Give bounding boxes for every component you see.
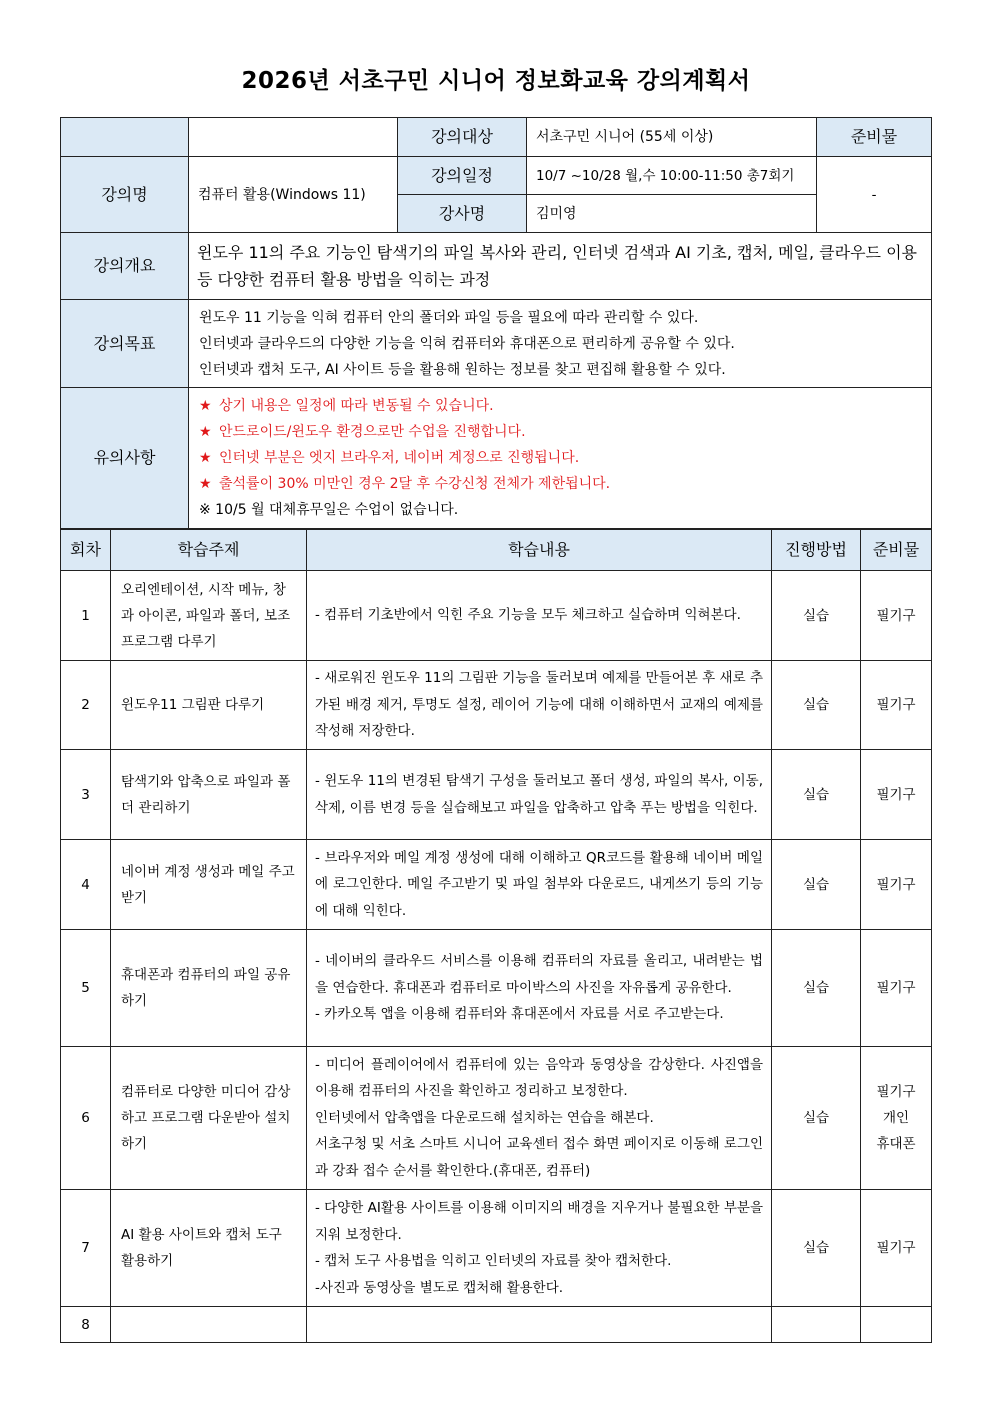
- lesson-number: 2: [61, 661, 111, 750]
- lesson-topic: 탐색기와 압축으로 파일과 폴더 관리하기: [111, 750, 307, 840]
- lesson-schedule-table: [60, 529, 932, 1343]
- note-item-plain: ※ 10/5 월 대체휴무일은 수업이 없습니다.: [199, 502, 459, 518]
- star-icon: ★: [199, 398, 212, 414]
- materials-label: 준비물: [817, 118, 932, 157]
- note-item: ★ 상기 내용은 일정에 따라 변동될 수 있습니다.: [199, 393, 921, 419]
- lesson-content-line: - 컴퓨터 기초반에서 익힌 주요 기능을 모두 체크하고 실습하며 익혀본다.: [315, 607, 741, 624]
- lesson-topic: 네이버 계정 생성과 메일 주고받기: [111, 840, 307, 930]
- lesson-row: [61, 1190, 932, 1307]
- lesson-number: 4: [61, 840, 111, 930]
- goals-list: [189, 300, 932, 388]
- lesson-row: [61, 1047, 932, 1190]
- lesson-material-item: 필기구: [876, 1084, 916, 1100]
- lesson-material-item: 개인: [882, 1110, 910, 1126]
- overview-text: 윈도우 11의 주요 기능인 탐색기의 파일 복사와 관리, 인터넷 검색과 AI 기초, 캡처, 메일, 클라우드 이용 등 다양한 컴퓨터 활용 방법을 익히는 과정: [189, 233, 932, 300]
- header-topic: 학습주제: [111, 530, 307, 571]
- course-name-label: 강의명: [61, 157, 189, 233]
- lesson-number: 3: [61, 750, 111, 840]
- course-info-table: [60, 117, 932, 529]
- lesson-row: [61, 840, 932, 930]
- lesson-content-line: - 다양한 AI활용 사이트를 이용해 이미지의 배경을 지우거나 불필요한 부분을 지워 보정한다.: [315, 1200, 763, 1243]
- lesson-content-line: - 브라우저와 메일 계정 생성에 대해 이해하고 QR코드를 활용해 네이버 메일에 로그인한다. 메일 주고받기 및 파일 첨부와 다운로드, 내게쓰기 등의 기능에 대해 익힌다.: [315, 849, 763, 919]
- lesson-materials: [861, 661, 932, 750]
- lesson-content-line: -사진과 동영상을 별도로 캡처해 활용한다.: [315, 1279, 564, 1296]
- lesson-number: 5: [61, 930, 111, 1047]
- instructor-label: 강사명: [398, 195, 527, 233]
- lesson-number: 6: [61, 1047, 111, 1190]
- lesson-content: [307, 840, 772, 930]
- lesson-topic: AI 활용 사이트와 캡처 도구 활용하기: [111, 1190, 307, 1307]
- lesson-material-item: 필기구: [876, 697, 916, 713]
- lesson-topic: 컴퓨터로 다양한 미디어 감상하고 프로그램 다운받아 설치하기: [111, 1047, 307, 1190]
- lesson-content: [307, 571, 772, 661]
- header-materials: 준비물: [861, 530, 932, 571]
- lesson-number: 8: [61, 1307, 111, 1343]
- lesson-content-line: - 윈도우 11의 변경된 탐색기 구성을 둘러보고 폴더 생성, 파일의 복사, 이동, 삭제, 이름 변경 등을 실습해보고 파일을 압축하고 압축 푸는 방법을 익힌다.: [315, 773, 763, 816]
- schedule-label: 강의일정: [398, 157, 527, 195]
- lesson-topic: 휴대폰과 컴퓨터의 파일 공유하기: [111, 930, 307, 1047]
- lesson-row: [61, 661, 932, 750]
- lesson-content: [307, 750, 772, 840]
- blank-cell: [189, 118, 398, 157]
- lesson-method: 실습: [772, 661, 861, 750]
- lesson-row: [61, 750, 932, 840]
- lesson-material-item: 필기구: [876, 607, 916, 624]
- lesson-content-line: 인터넷에서 압축앱을 다운로드해 설치하는 연습을 해본다.: [315, 1109, 654, 1126]
- header-content: 학습내용: [307, 530, 772, 571]
- note-item: ★ 출석률이 30% 미만인 경우 2달 후 수강신청 전체가 제한됩니다.: [199, 471, 921, 497]
- lesson-content: [307, 930, 772, 1047]
- lesson-material-item: 필기구: [876, 876, 916, 893]
- goal-item: 인터넷과 캡처 도구, AI 사이트 등을 활용해 원하는 정보를 찾고 편집해 활용할 수 있다.: [199, 361, 726, 378]
- instructor-value: 김미영: [527, 195, 817, 233]
- lesson-materials: [861, 1307, 932, 1343]
- lesson-materials: [861, 930, 932, 1047]
- lesson-materials: [861, 840, 932, 930]
- lesson-materials: [861, 1190, 932, 1307]
- lesson-number: 1: [61, 571, 111, 661]
- note-item: ★ 안드로이드/윈도우 환경으로만 수업을 진행합니다.: [199, 419, 921, 445]
- lesson-content-line: - 캡처 도구 사용법을 익히고 인터넷의 자료를 찾아 캡처한다.: [315, 1253, 672, 1269]
- lesson-content: [307, 1307, 772, 1343]
- lesson-row: [61, 1307, 932, 1343]
- header-method: 진행방법: [772, 530, 861, 571]
- lesson-topic: 윈도우11 그림판 다루기: [111, 661, 307, 750]
- star-icon: ★: [199, 450, 212, 466]
- lesson-content-line: - 카카오톡 앱을 이용해 컴퓨터와 휴대폰에서 자료를 서로 주고받는다.: [315, 1006, 724, 1023]
- goal-item: 윈도우 11 기능을 익혀 컴퓨터 안의 폴더와 파일 등을 필요에 따라 관리할 수 있다.: [199, 309, 699, 326]
- lesson-method: 실습: [772, 930, 861, 1047]
- lesson-material-item: 휴대폰: [876, 1136, 916, 1152]
- lesson-method: 실습: [772, 1190, 861, 1307]
- lesson-number: 7: [61, 1190, 111, 1307]
- lesson-method: 실습: [772, 750, 861, 840]
- header-round: 회차: [61, 530, 111, 571]
- lesson-method: [772, 1307, 861, 1343]
- star-icon: ★: [199, 476, 212, 492]
- lesson-material-item: 필기구: [876, 980, 916, 996]
- lesson-content-line: 서초구청 및 서초 스마트 시니어 교육센터 접수 화면 페이지로 이동해 로그인과 강좌 접수 순서를 확인한다.(휴대폰, 컴퓨터): [315, 1136, 763, 1179]
- notes-list: [189, 388, 932, 529]
- goals-label: 강의목표: [61, 300, 189, 388]
- lesson-content-line: - 미디어 플레이어에서 컴퓨터에 있는 음악과 동영상을 감상한다. 사진앱을 이용해 컴퓨터의 사진을 확인하고 정리하고 보정한다.: [315, 1056, 763, 1100]
- lesson-content-line: - 새로워진 윈도우 11의 그림판 기능을 둘러보며 예제를 만들어본 후 새로 추가된 배경 제거, 투명도 설정, 레이어 기능에 대해 이해하면서 교재의 예제를 작성해 저장한다.: [315, 670, 763, 740]
- note-item: ★ 인터넷 부분은 엣지 브라우저, 네이버 계정으로 진행됩니다.: [199, 445, 921, 471]
- lesson-topic: [111, 1307, 307, 1343]
- lesson-materials: [861, 750, 932, 840]
- lesson-content: [307, 661, 772, 750]
- star-icon: ★: [199, 424, 212, 440]
- lesson-method: 실습: [772, 1047, 861, 1190]
- target-value: 서초구민 시니어 (55세 이상): [527, 118, 817, 157]
- blank-header-cell: [61, 118, 189, 157]
- lesson-content: [307, 1190, 772, 1307]
- course-name-value: 컴퓨터 활용(Windows 11): [189, 157, 398, 233]
- lesson-row: [61, 571, 932, 661]
- materials-value: -: [817, 157, 932, 233]
- lesson-method: 실습: [772, 571, 861, 661]
- goal-item: 인터넷과 클라우드의 다양한 기능을 익혀 컴퓨터와 휴대폰으로 편리하게 공유할 수 있다.: [199, 335, 735, 352]
- lesson-materials: [861, 1047, 932, 1190]
- target-label: 강의대상: [398, 118, 527, 157]
- notes-label: 유의사항: [61, 388, 189, 529]
- lesson-row: [61, 930, 932, 1047]
- lesson-content-line: - 네이버의 클라우드 서비스를 이용해 컴퓨터의 자료를 올리고, 내려받는 법을 연습한다. 휴대폰과 컴퓨터로 마이박스의 사진을 자유롭게 공유한다.: [315, 953, 763, 996]
- schedule-value: 10/7 ~10/28 월,수 10:00-11:50 총7회기: [527, 157, 817, 195]
- lesson-material-item: 필기구: [876, 786, 916, 803]
- lesson-material-item: 필기구: [876, 1240, 916, 1256]
- lesson-content: [307, 1047, 772, 1190]
- overview-label: 강의개요: [61, 233, 189, 300]
- lesson-materials: [861, 571, 932, 661]
- lesson-topic: 오리엔테이션, 시작 메뉴, 창과 아이콘, 파일과 폴더, 보조 프로그램 다루기: [111, 571, 307, 661]
- page-title: 2026년 서초구민 시니어 정보화교육 강의계획서: [241, 68, 751, 94]
- lesson-method: 실습: [772, 840, 861, 930]
